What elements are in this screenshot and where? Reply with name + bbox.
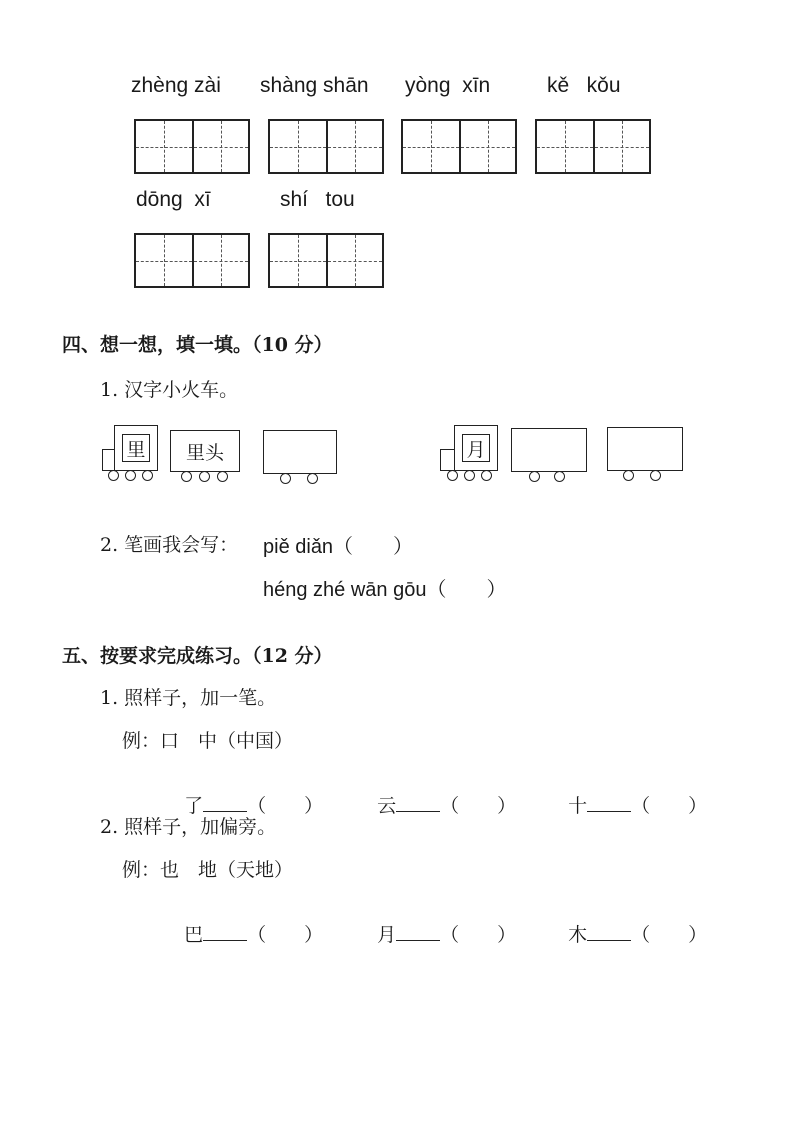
pinyin-zheng-zai: zhèng zài (131, 74, 221, 97)
train-car-text: 里头 (170, 430, 240, 472)
section-5-q1-example: 例：口 中（中国） (122, 730, 294, 752)
train-car-blank[interactable] (511, 428, 587, 486)
train-car-blank[interactable] (263, 430, 337, 488)
pinyin-shang-shan: shàng shān (260, 74, 369, 97)
section-5-q2-example: 例：也 地（天地） (122, 859, 294, 881)
loco-char: 月 (462, 434, 490, 462)
section-4-q2-label: 2. 笔画我会写： (100, 534, 239, 556)
section-5-q1-label: 1. 照样子，加一笔。 (100, 687, 277, 709)
pinyin-shi-tou: shí tou (280, 188, 355, 211)
section-5-q2-label: 2. 照样子，加偏旁。 (100, 816, 277, 838)
add-radical-item[interactable]: 月 （ ） (377, 924, 517, 946)
add-radical-item[interactable]: 木 （ ） (568, 924, 708, 946)
loco-char: 里 (122, 434, 150, 462)
add-stroke-item[interactable]: 了 （ ） (184, 795, 324, 817)
train-locomotive (102, 425, 160, 487)
pinyin-dong-xi: dōng xī (136, 188, 211, 211)
writing-grid[interactable] (535, 119, 651, 174)
pinyin-ke-kou: kě kǒu (547, 74, 621, 97)
writing-grid[interactable] (401, 119, 517, 174)
writing-grid[interactable] (268, 119, 384, 174)
section-5-title: 五、按要求完成练习。（12 分） (62, 645, 333, 667)
add-stroke-item[interactable]: 云 （ ） (377, 795, 517, 817)
pinyin-yong-xin: yòng xīn (405, 74, 491, 97)
writing-grid[interactable] (134, 233, 250, 288)
writing-grid[interactable] (268, 233, 384, 288)
writing-grid[interactable] (134, 119, 250, 174)
train-car (170, 430, 240, 488)
add-radical-item[interactable]: 巴 （ ） (184, 924, 324, 946)
stroke-pie-dian: piě diǎn（ ） (263, 536, 414, 558)
section-4-title: 四、想一想，填一填。（10 分） (62, 334, 333, 356)
train-locomotive (440, 425, 500, 487)
add-stroke-item[interactable]: 十 （ ） (568, 795, 708, 817)
train-car-blank[interactable] (607, 427, 683, 485)
section-4-q1-label: 1. 汉字小火车。 (100, 379, 239, 401)
stroke-heng-zhe-wan-gou: héng zhé wān gōu（ ） (263, 579, 507, 601)
